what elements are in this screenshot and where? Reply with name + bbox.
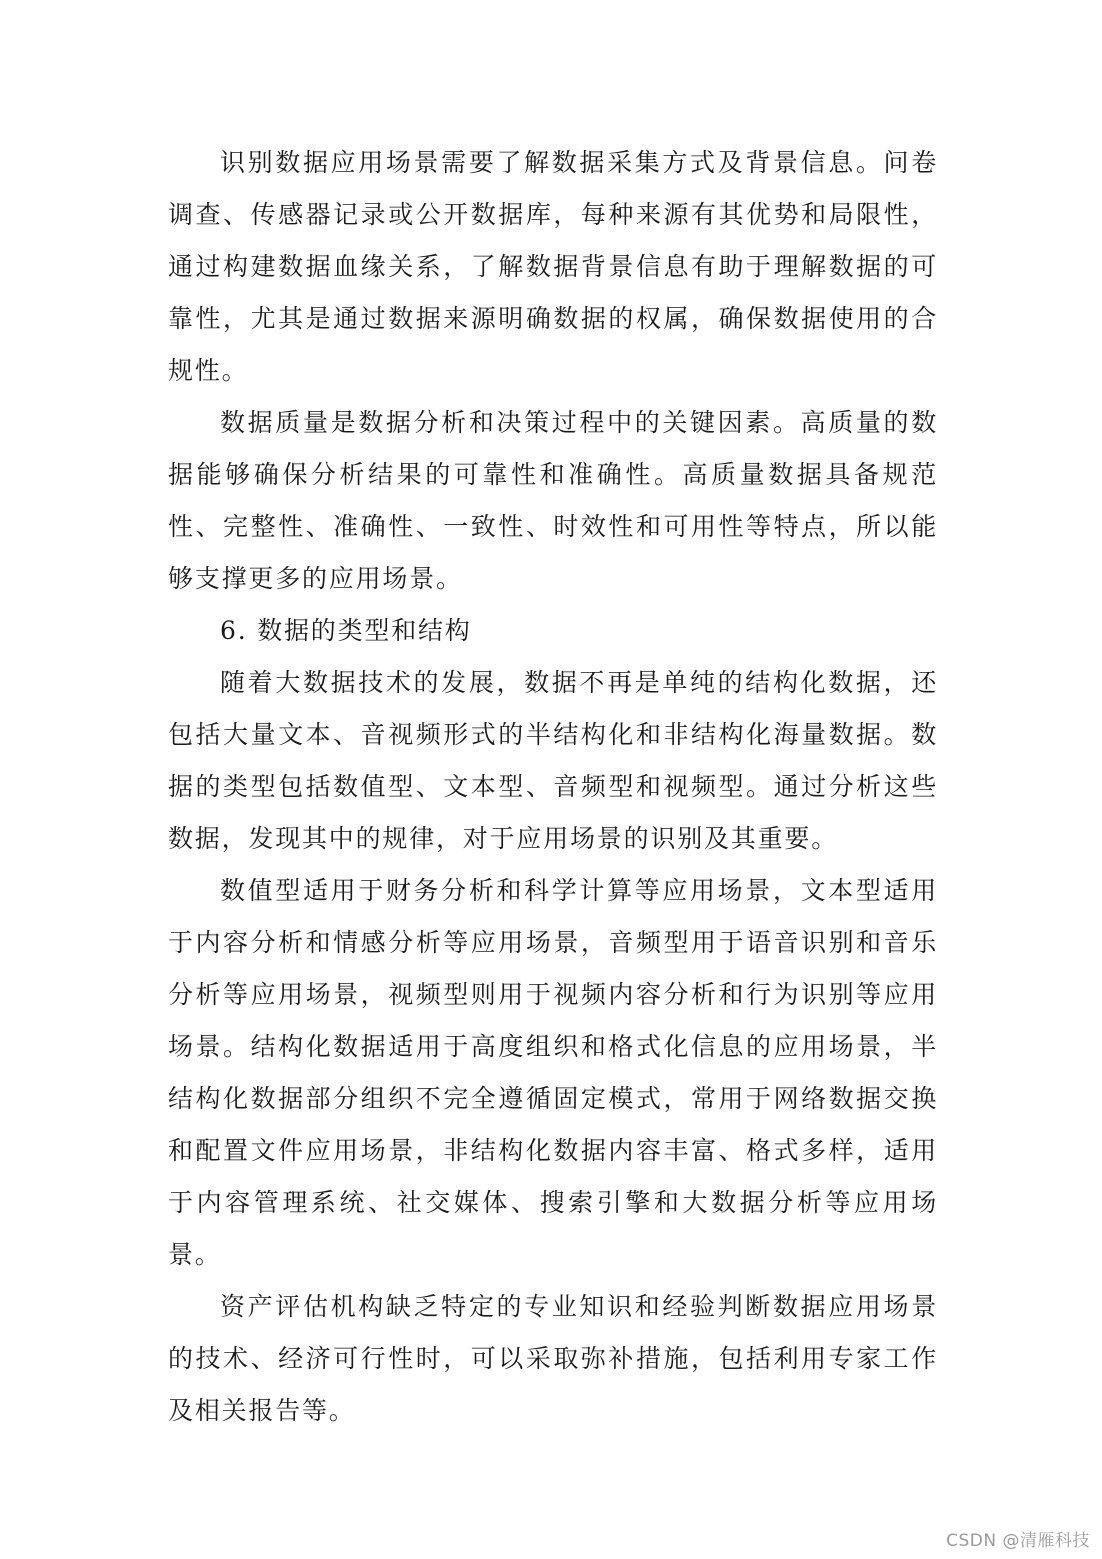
paragraph-type-applications: 数值型适用于财务分析和科学计算等应用场景，文本型适用于内容分析和情感分析等应用场景，音频型用于语音识别和音乐分析等应用场景，视频型则用于视频内容分析和行为识别等应用场景。结构化数据适用于高度组织和格式化信息的应用场景，半结构化数据部分组织不完全遵循固定模式，常用于网络数据交换和配置文件应用场景，非结构化数据内容丰富、格式多样，适用于内容管理系统、社交媒体、搜索引擎和大数据分析等应用场景。 — [168, 876, 938, 1269]
paragraph-data-scenario: 识别数据应用场景需要了解数据采集方式及背景信息。问卷调查、传感器记录或公开数据库，每种来源有其优势和局限性，通过构建数据血缘关系，了解数据背景信息有助于理解数据的可靠性，尤其是通过数据来源明确数据的权属，确保数据使用的合规性。 — [168, 148, 938, 385]
document-body — [168, 137, 938, 1437]
paragraph-data-quality: 数据质量是数据分析和决策过程中的关键因素。高质量的数据能够确保分析结果的可靠性和准确性。高质量数据具备规范性、完整性、准确性、一致性、时效性和可用性等特点，所以能够支撑更多的应用场景。 — [168, 408, 938, 593]
paragraph-remedial-measures: 资产评估机构缺乏特定的专业知识和经验判断数据应用场景的技术、经济可行性时，可以采取弥补措施，包括利用专家工作及相关报告等。 — [168, 1292, 938, 1425]
paragraph-data-types: 随着大数据技术的发展，数据不再是单纯的结构化数据，还包括大量文本、音视频形式的半结构化和非结构化海量数据。数据的类型包括数值型、文本型、音频型和视频型。通过分析这些数据，发现其中的规律，对于应用场景的识别及其重要。 — [168, 668, 938, 853]
section-heading: 6. 数据的类型和结构 — [220, 616, 472, 645]
watermark: CSDN @清雁科技 — [946, 1531, 1090, 1551]
